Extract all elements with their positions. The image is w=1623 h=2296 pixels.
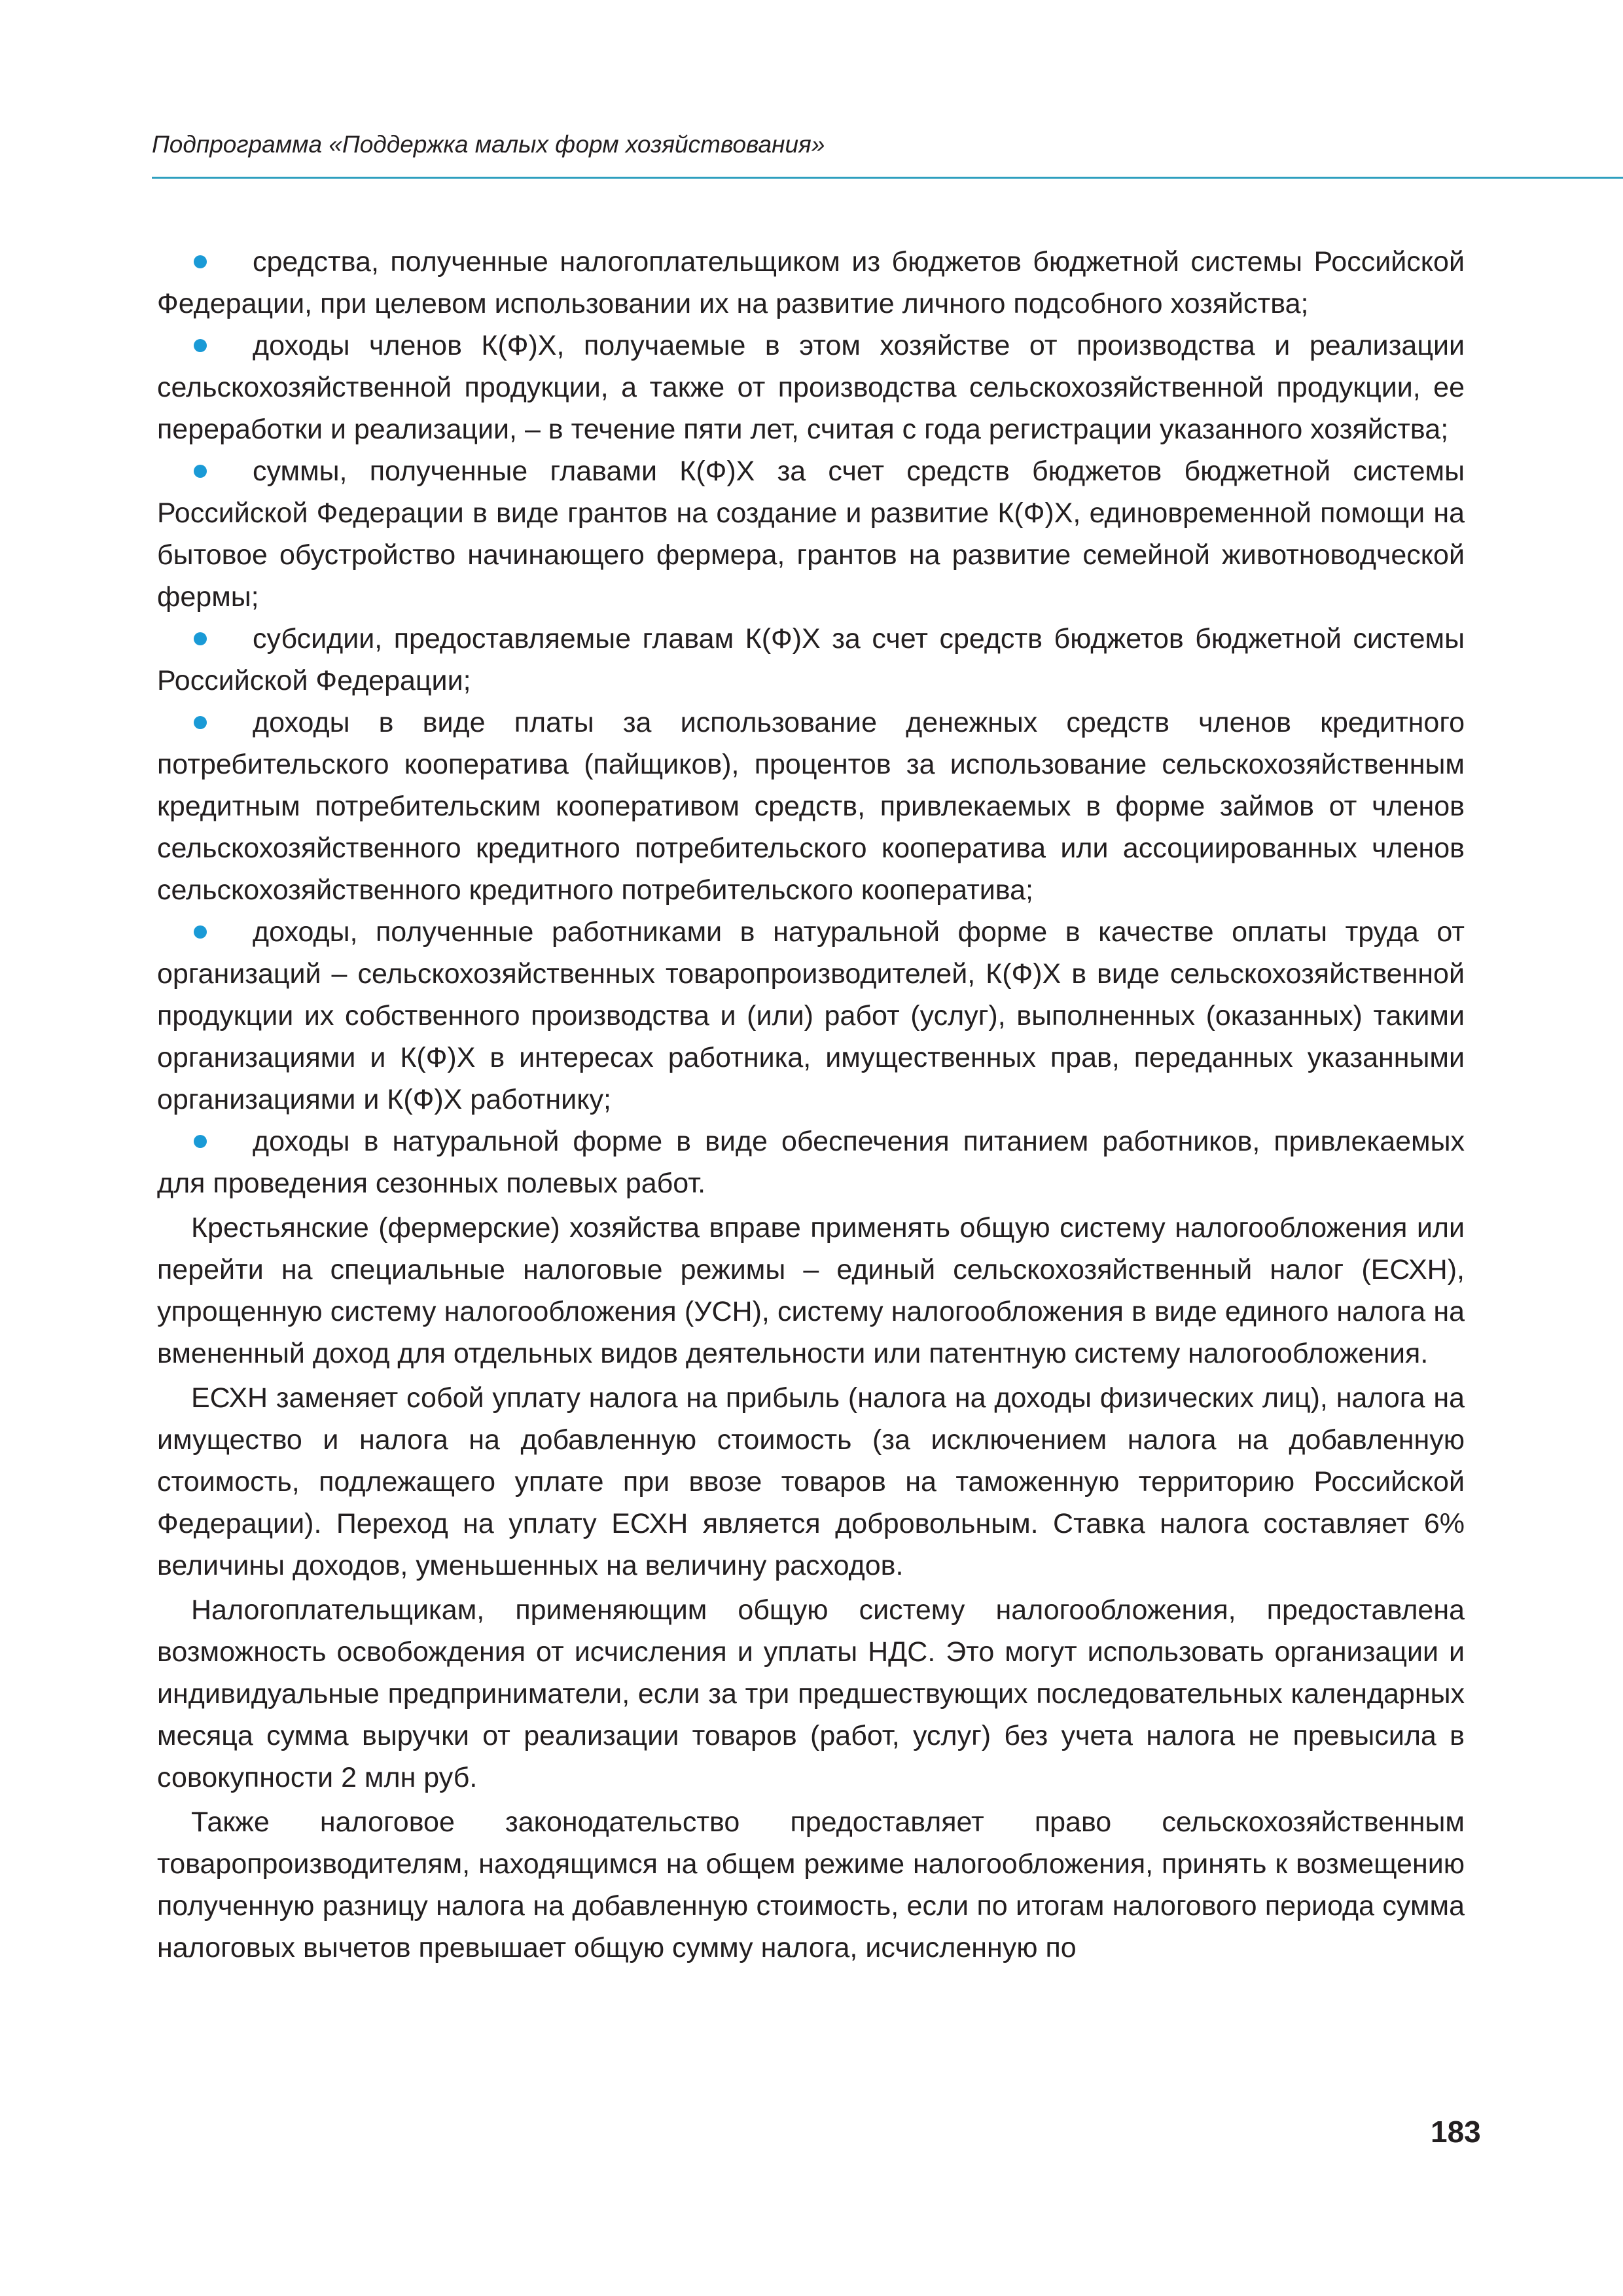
page-number: 183 — [1431, 2115, 1481, 2149]
bullet-item — [157, 911, 1465, 1121]
header-rule — [152, 177, 1623, 179]
bullet-item — [157, 241, 1465, 325]
bullet-text: средства, полученные налогоплательщиком из бюджетов бюджетной системы Российской Федерации, при целевом использовании их на развитие личного подсобного хозяйства; — [157, 246, 1465, 319]
bullet-text: доходы в виде платы за использование денежных средств членов кредитного потребительского кооператива (пайщиков), процентов за использование сельскохозяйственным кредитным потребительским кооперативом средств, привлекаемых в форме займов от членов сельскохозяйственного кредитного потребительского кооператива или ассоциированных членов сельскохозяйственного кредитного потребительского кооператива; — [157, 707, 1465, 906]
bullet-dot-icon — [194, 255, 207, 268]
bullet-dot-icon — [194, 716, 207, 729]
bullet-text: доходы, полученные работниками в натуральной форме в качестве оплаты труда от организаций – сельскохозяйственных товаропроизводителей, К(Ф)Х в виде сельскохозяйственной продукции их собственного производства и (или) работ (услуг), выполненных (оказанных) такими организациями и К(Ф)Х в интересах работника, имущественных прав, переданных указанными организациями и К(Ф)Х работнику; — [157, 916, 1465, 1115]
bullet-dot-icon — [194, 465, 207, 478]
page-body — [157, 241, 1465, 1969]
bullet-dot-icon — [194, 925, 207, 939]
bullet-dot-icon — [194, 339, 207, 352]
body-paragraph: Также налоговое законодательство предоставляет право сельскохозяйственным товаропроизводителям, находящимся на общем режиме налогообложения, принять к возмещению полученную разницу налога на добавленную стоимость, если по итогам налогового периода сумма налоговых вычетов превышает общую сумму налога, исчисленную по — [157, 1806, 1465, 1964]
bullet-item — [157, 1121, 1465, 1204]
bullet-dot-icon — [194, 632, 207, 645]
bullet-text: доходы членов К(Ф)Х, получаемые в этом хозяйстве от производства и реализации сельскохозяйственной продукции, а также от производства сельскохозяйственной продукции, ее переработки и реализации, – в течение пяти лет, считая с года регистрации указанного хозяйства; — [157, 330, 1465, 445]
bullet-text: суммы, полученные главами К(Ф)Х за счет средств бюджетов бюджетной системы Российской Федерации в виде грантов на создание и развитие К(Ф)Х, единовременной помощи на бытовое обустройство начинающего фермера, грантов на развитие семейной животноводческой фермы; — [157, 456, 1465, 613]
running-header: Подпрограмма «Поддержка малых форм хозяйствования» — [152, 131, 825, 158]
bullet-item — [157, 325, 1465, 450]
bullet-item — [157, 702, 1465, 911]
bullet-item — [157, 450, 1465, 618]
body-paragraph: Крестьянские (фермерские) хозяйства вправе применять общую систему налогообложения или перейти на специальные налоговые режимы – единый сельскохозяйственный налог (ЕСХН), упрощенную систему налогообложения (УСН), систему налогообложения в виде единого налога на вмененный доход для отдельных видов деятельности или патентную систему налогообложения. — [157, 1212, 1465, 1369]
body-paragraph: ЕСХН заменяет собой уплату налога на прибыль (налога на доходы физических лиц), налога на имущество и налога на добавленную стоимость (за исключением налога на добавленную стоимость, подлежащего уплате при ввозе товаров на таможенную территорию Российской Федерации). Переход на уплату ЕСХН является добровольным. Ставка налога составляет 6% величины доходов, уменьшенных на величину расходов. — [157, 1382, 1465, 1581]
bullet-text: доходы в натуральной форме в виде обеспечения питанием работников, привлекаемых для проведения сезонных полевых работ. — [157, 1126, 1465, 1199]
bullet-item — [157, 618, 1465, 702]
body-paragraph: Налогоплательщикам, применяющим общую систему налогообложения, предоставлена возможность освобождения от исчисления и уплаты НДС. Это могут использовать организации и индивидуальные предприниматели, если за три предшествующих последовательных календарных месяца сумма выручки от реализации товаров (работ, услуг) без учета налога не превысила в совокупности 2 млн руб. — [157, 1594, 1465, 1793]
bullet-dot-icon — [194, 1135, 207, 1148]
bullet-text: субсидии, предоставляемые главам К(Ф)Х за счет средств бюджетов бюджетной системы Российской Федерации; — [157, 623, 1465, 696]
